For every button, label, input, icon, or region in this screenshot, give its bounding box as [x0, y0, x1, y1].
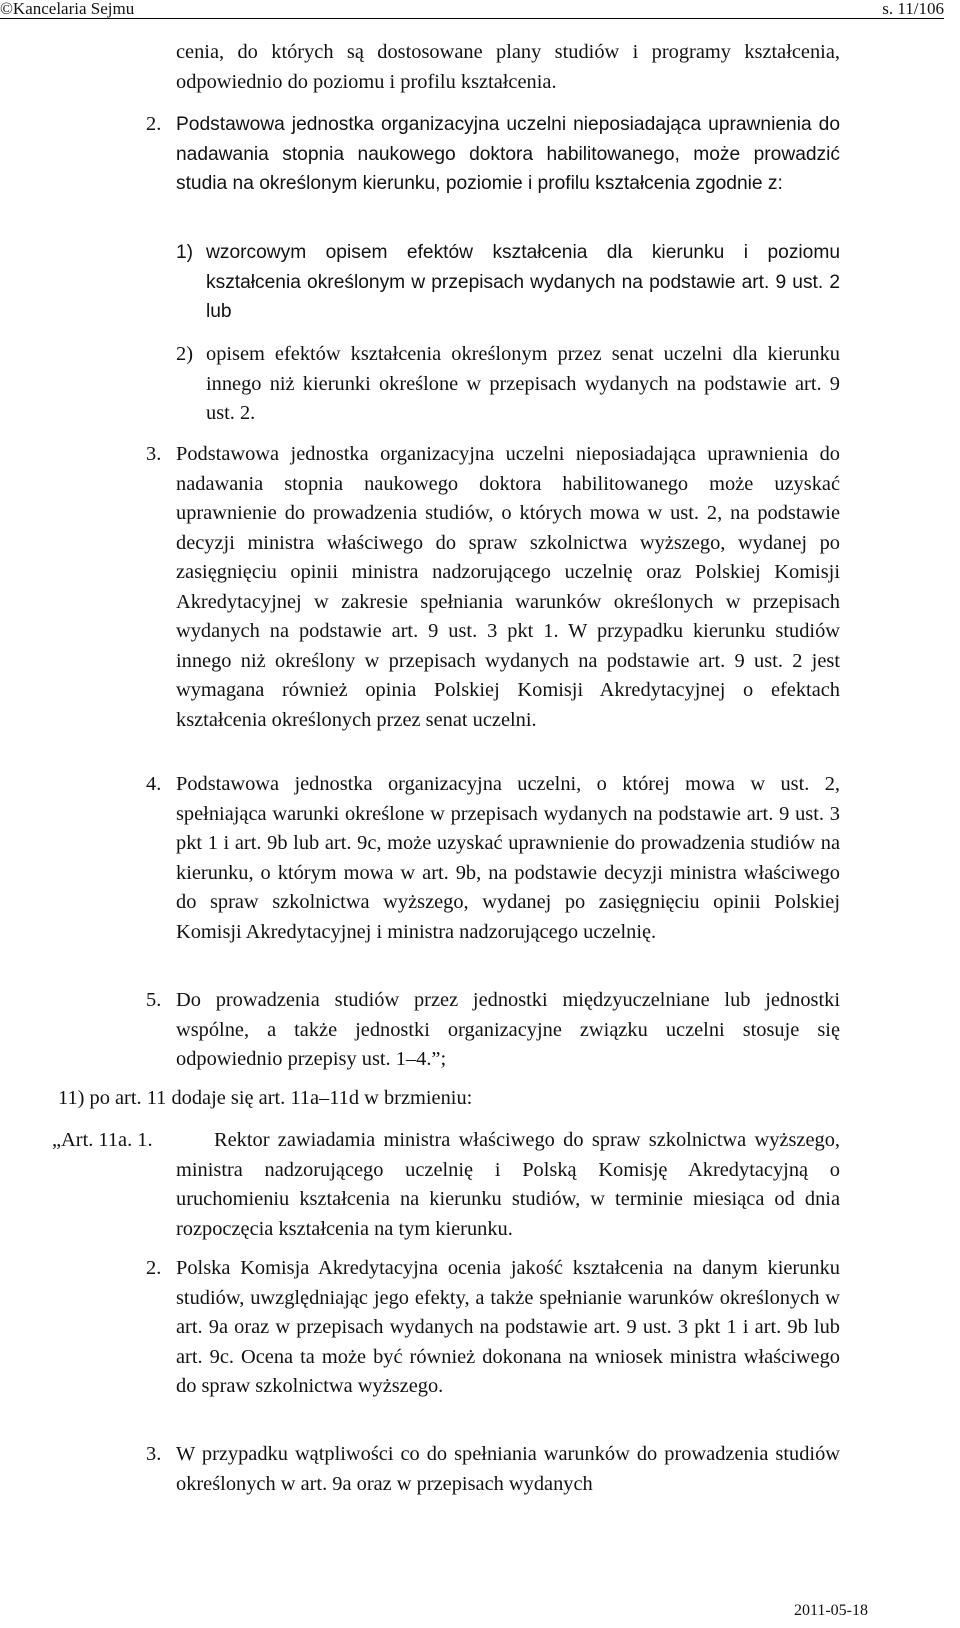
header-divider — [0, 18, 944, 19]
article-11a-par-3: W przypadku wątpliwości co do spełniania warunków do prowadzenia studiów określonych w art. 9a oraz w przepisach wydanych — [176, 1443, 840, 1495]
article-11a-par-2: Polska Komisja Akredytacyjna ocenia jakość kształcenia na danym kierunku studiów, uwzględniając jego efekty, a także spełnianie warunków określonych w art. 9a oraz w przepisach wydanych na podstawie art. 9 ust. 3 pkt 1 i art. 9b lub art. 9c. Ocena ta może być również dokonana na wniosek ministra właściwego do spraw szkolnictwa wyższego. — [176, 1257, 840, 1397]
page-header — [0, 0, 960, 20]
intro-paragraph: cenia, do których są dostosowane plany studiów i programy kształcenia, odpowiednio do poziomu i profilu kształcenia. — [176, 41, 840, 93]
section-number: 3. — [146, 443, 162, 465]
article-heading: „Art. 11a. 1. — [52, 1129, 153, 1151]
list-item-number: 2) — [176, 343, 193, 365]
section-number: 4. — [146, 773, 162, 795]
section-number: 2. — [146, 113, 162, 135]
section-number: 5. — [146, 989, 162, 1011]
section-3-text: Podstawowa jednostka organizacyjna uczelni nieposiadająca uprawnienia do nadawania stopnia naukowego doktora habilitowanego może uzyskać uprawnienie do prowadzenia studiów, o których mowa w ust. 2, na podstawie decyzji ministra właściwego do spraw szkolnictwa wyższego, wydanej po zasięgnięciu opinii ministra nadzorującego uczelnię oraz Polskiej Komisji Akredytacyjnej w zakresie spełniania warunków określonych w przepisach wydanych na podstawie art. 9 ust. 3 pkt 1. W przypadku kierunku studiów innego niż określony w przepisach wydanych na podstawie art. 9 ust. 2 jest wymagana również opinia Polskiej Komisji Akredytacyjnej o efektach kształcenia określonych przez senat uczelni. — [176, 443, 840, 731]
amendment-point-11: 11) po art. 11 dodaje się art. 11a–11d w brzmieniu: — [58, 1087, 473, 1109]
page-number: s. 11/106 — [882, 0, 944, 18]
list-item-2-text: opisem efektów kształcenia określonym przez senat uczelni dla kierunku innego niż kierunki określone w przepisach wydanych na podstawie art. 9 ust. 2. — [206, 343, 840, 424]
list-item-1-text: wzorcowym opisem efektów kształcenia dla kierunku i poziomu kształcenia określonym w przepisach wydanych na podstawie art. 9 ust. 2 lub — [206, 242, 840, 322]
section-number: 3. — [146, 1443, 162, 1465]
list-item-number: 1) — [176, 242, 194, 263]
article-11a-par-1: Rektor zawiadamia ministra właściwego do spraw szkolnictwa wyższego, ministra nadzorującego uczelnię i Polską Komisję Akredytacyjną o uruchomieniu kształcenia na kierunku studiów, w terminie miesiąca od dnia rozpoczęcia kształcenia na tym kierunku. — [176, 1129, 840, 1240]
document-date: 2011-05-18 — [793, 1602, 868, 1619]
copyright-label: ©Kancelaria Sejmu — [0, 0, 135, 18]
section-2-text: Podstawowa jednostka organizacyjna uczelni nieposiadająca uprawnienia do nadawania stopnia naukowego doktora habilitowanego, może prowadzić studia na określonym kierunku, poziomie i profilu kształcenia zgodnie z: — [176, 114, 840, 194]
section-number: 2. — [146, 1257, 162, 1279]
section-4-text: Podstawowa jednostka organizacyjna uczelni, o której mowa w ust. 2, spełniająca warunki określone w przepisach wydanych na podstawie art. 9 ust. 3 pkt 1 i art. 9b lub art. 9c, może uzyskać uprawnienie do prowadzenia studiów na kierunku, o którym mowa w art. 9b, na podstawie decyzji ministra właściwego do spraw szkolnictwa wyższego, wydanej po zasięgnięciu opinii Polskiej Komisji Akredytacyjnej i ministra nadzorującego uczelnię. — [176, 773, 840, 943]
section-5-text: Do prowadzenia studiów przez jednostki międzyuczelniane lub jednostki wspólne, a także jednostki organizacyjne związku uczelni stosuje się odpowiednio przepisy ust. 1–4.”; — [176, 989, 840, 1070]
